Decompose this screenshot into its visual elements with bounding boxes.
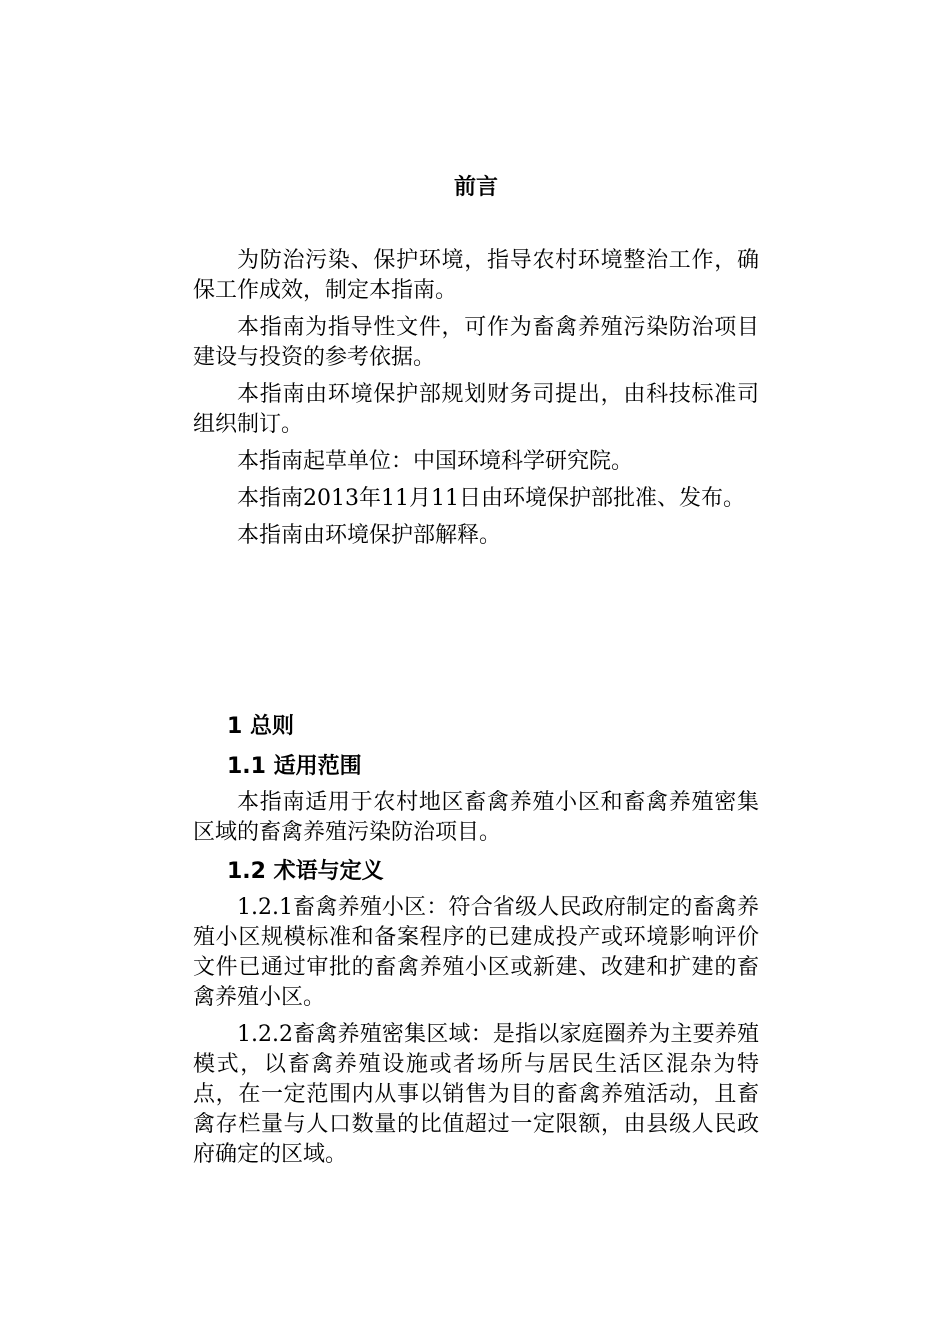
preface-paragraph: 本指南起草单位：中国环境科学研究院。 bbox=[237, 449, 634, 474]
section-heading-scope: 1.1 适用范围 bbox=[227, 754, 362, 779]
definition-paragraph: 1.2.2畜禽养殖密集区域：是指以家庭圈养为主要养殖模式，以畜禽养殖设施或者场所与居民生活区混杂为特点，在一定范围内从事以销售为目的畜禽养殖活动，且畜禽存栏量与人口数量的比值超过一定限额，由县级人民政府确定的区域。 bbox=[193, 1022, 759, 1167]
preface-paragraph: 本指南为指导性文件，可作为畜禽养殖污染防治项目建设与投资的参考依据。 bbox=[193, 315, 759, 370]
scope-paragraph: 本指南适用于农村地区畜禽养殖小区和畜禽养殖密集区域的畜禽养殖污染防治项目。 bbox=[193, 790, 759, 845]
preface-paragraph: 本指南2013年11月11日由环境保护部批准、发布。 bbox=[237, 486, 745, 511]
preface-paragraph: 本指南由环境保护部规划财务司提出，由科技标准司组织制订。 bbox=[193, 382, 759, 437]
chapter-general-principles bbox=[193, 710, 759, 1177]
preface-title: 前言 bbox=[453, 175, 498, 200]
preface-body bbox=[193, 246, 759, 558]
preface-paragraph: 为防治污染、保护环境，指导农村环境整治工作，确保工作成效，制定本指南。 bbox=[193, 248, 759, 303]
section-heading-terms: 1.2 术语与定义 bbox=[227, 859, 384, 884]
definition-paragraph: 1.2.1畜禽养殖小区：符合省级人民政府制定的畜禽养殖小区规模标准和备案程序的已建成投产或环境影响评价文件已通过审批的畜禽养殖小区或新建、改建和扩建的畜禽养殖小区。 bbox=[193, 895, 759, 1010]
chapter-heading: 1 总则 bbox=[227, 714, 294, 739]
preface-paragraph: 本指南由环境保护部解释。 bbox=[237, 523, 502, 548]
